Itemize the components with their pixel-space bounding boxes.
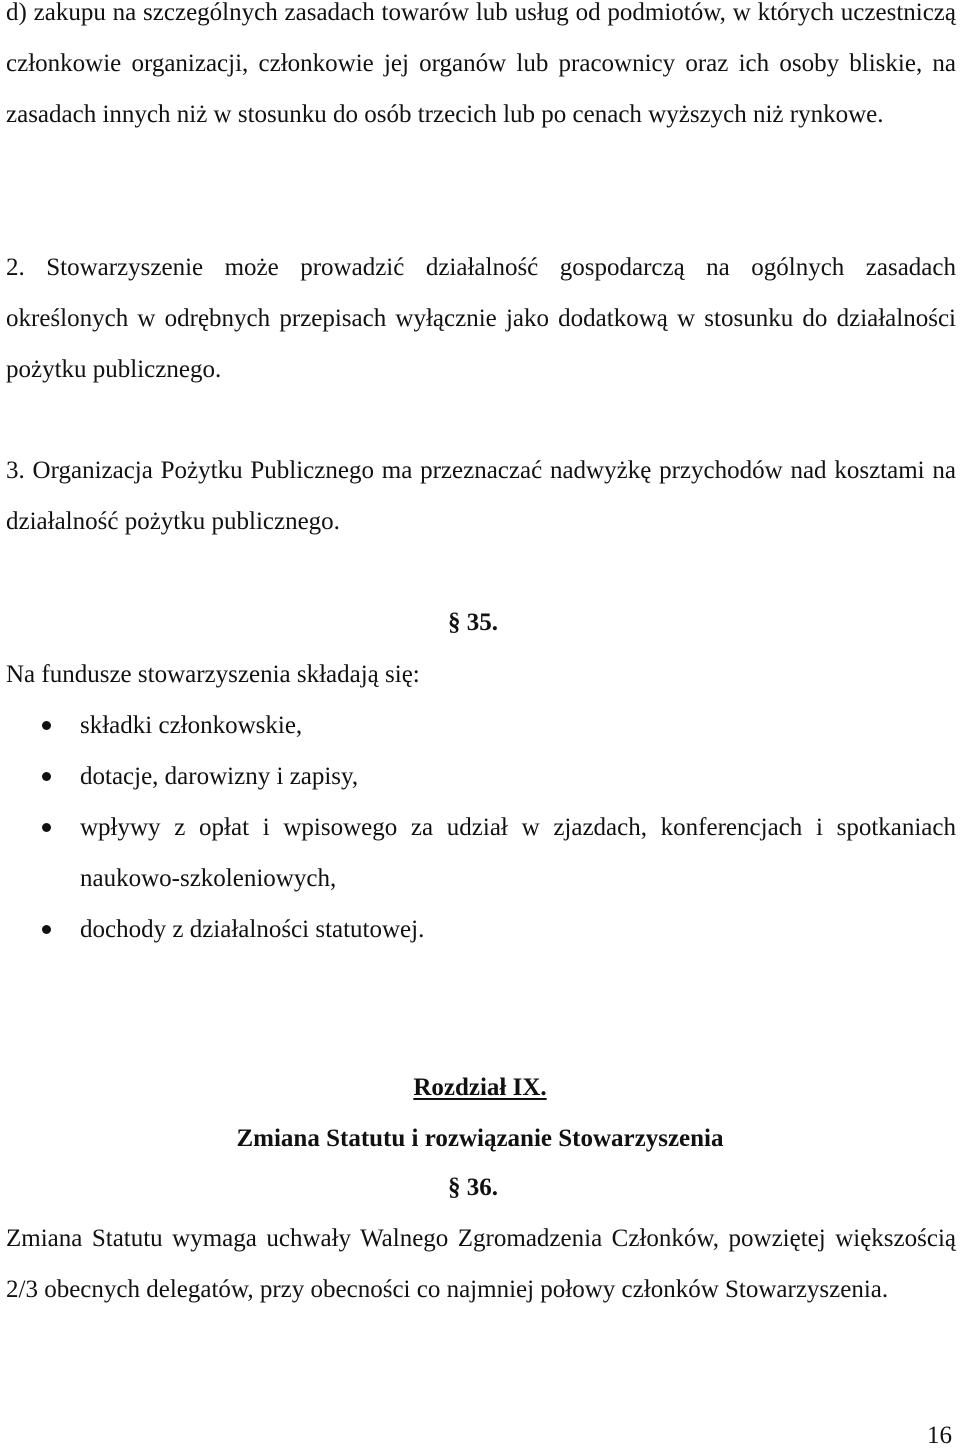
bullet-icon [42,925,51,934]
bullet-icon [42,721,51,730]
paragraph-3: 3. Organizacja Pożytku Publicznego ma przeznaczać nadwyżkę przychodów nad kosztami na działalność pożytku publicznego. [6,457,956,535]
funds-list [0,700,960,955]
bullet-icon [42,772,51,781]
list-item-text: składki członkowskie, [80,712,303,739]
list-item [0,751,956,802]
list-item [0,802,956,904]
paragraph-2: 2. Stowarzyszenie może prowadzić działalność gospodarczą na ogólnych zasadach określonych w odrębnych przepisach wyłącznie jako dodatkową w stosunku do działalności pożytku publicznego. [6,254,956,383]
list-item [0,700,956,751]
bullet-icon [42,823,51,832]
page-number: 16 [927,1422,952,1449]
list-item-text: dotacje, darowizny i zapisy, [80,763,359,790]
chapter-title: Rozdział IX. [413,1074,547,1101]
funds-intro: Na fundusze stowarzyszenia składają się: [6,661,420,688]
list-item-text: wpływy z opłat i wpisowego za udział w zjazdach, konferencjach i spotkaniach naukowo-szkoleniowych, [80,814,956,892]
chapter-subtitle: Zmiana Statutu i rozwiązanie Stowarzyszenia [236,1125,724,1152]
paragraph-statute-change: Zmiana Statutu wymaga uchwały Walnego Zgromadzenia Członków, powziętej większością 2/3 obecnych delegatów, przy obecności co najmniej połowy członków Stowarzyszenia. [6,1225,956,1303]
list-item-text: dochody z działalności statutowej. [80,916,425,943]
paragraph-d: d) zakupu na szczególnych zasadach towarów lub usług od podmiotów, w których uczestniczą członkowie organizacji, członkowie jej organów lub pracownicy oraz ich osoby bliskie, na zasadach innych niż w stosunku do osób trzecich lub po cenach wyższych niż rynkowe. [6,0,956,128]
list-item [0,904,956,955]
section-35-heading: § 35. [448,609,498,636]
section-36-heading: § 36. [448,1174,498,1201]
